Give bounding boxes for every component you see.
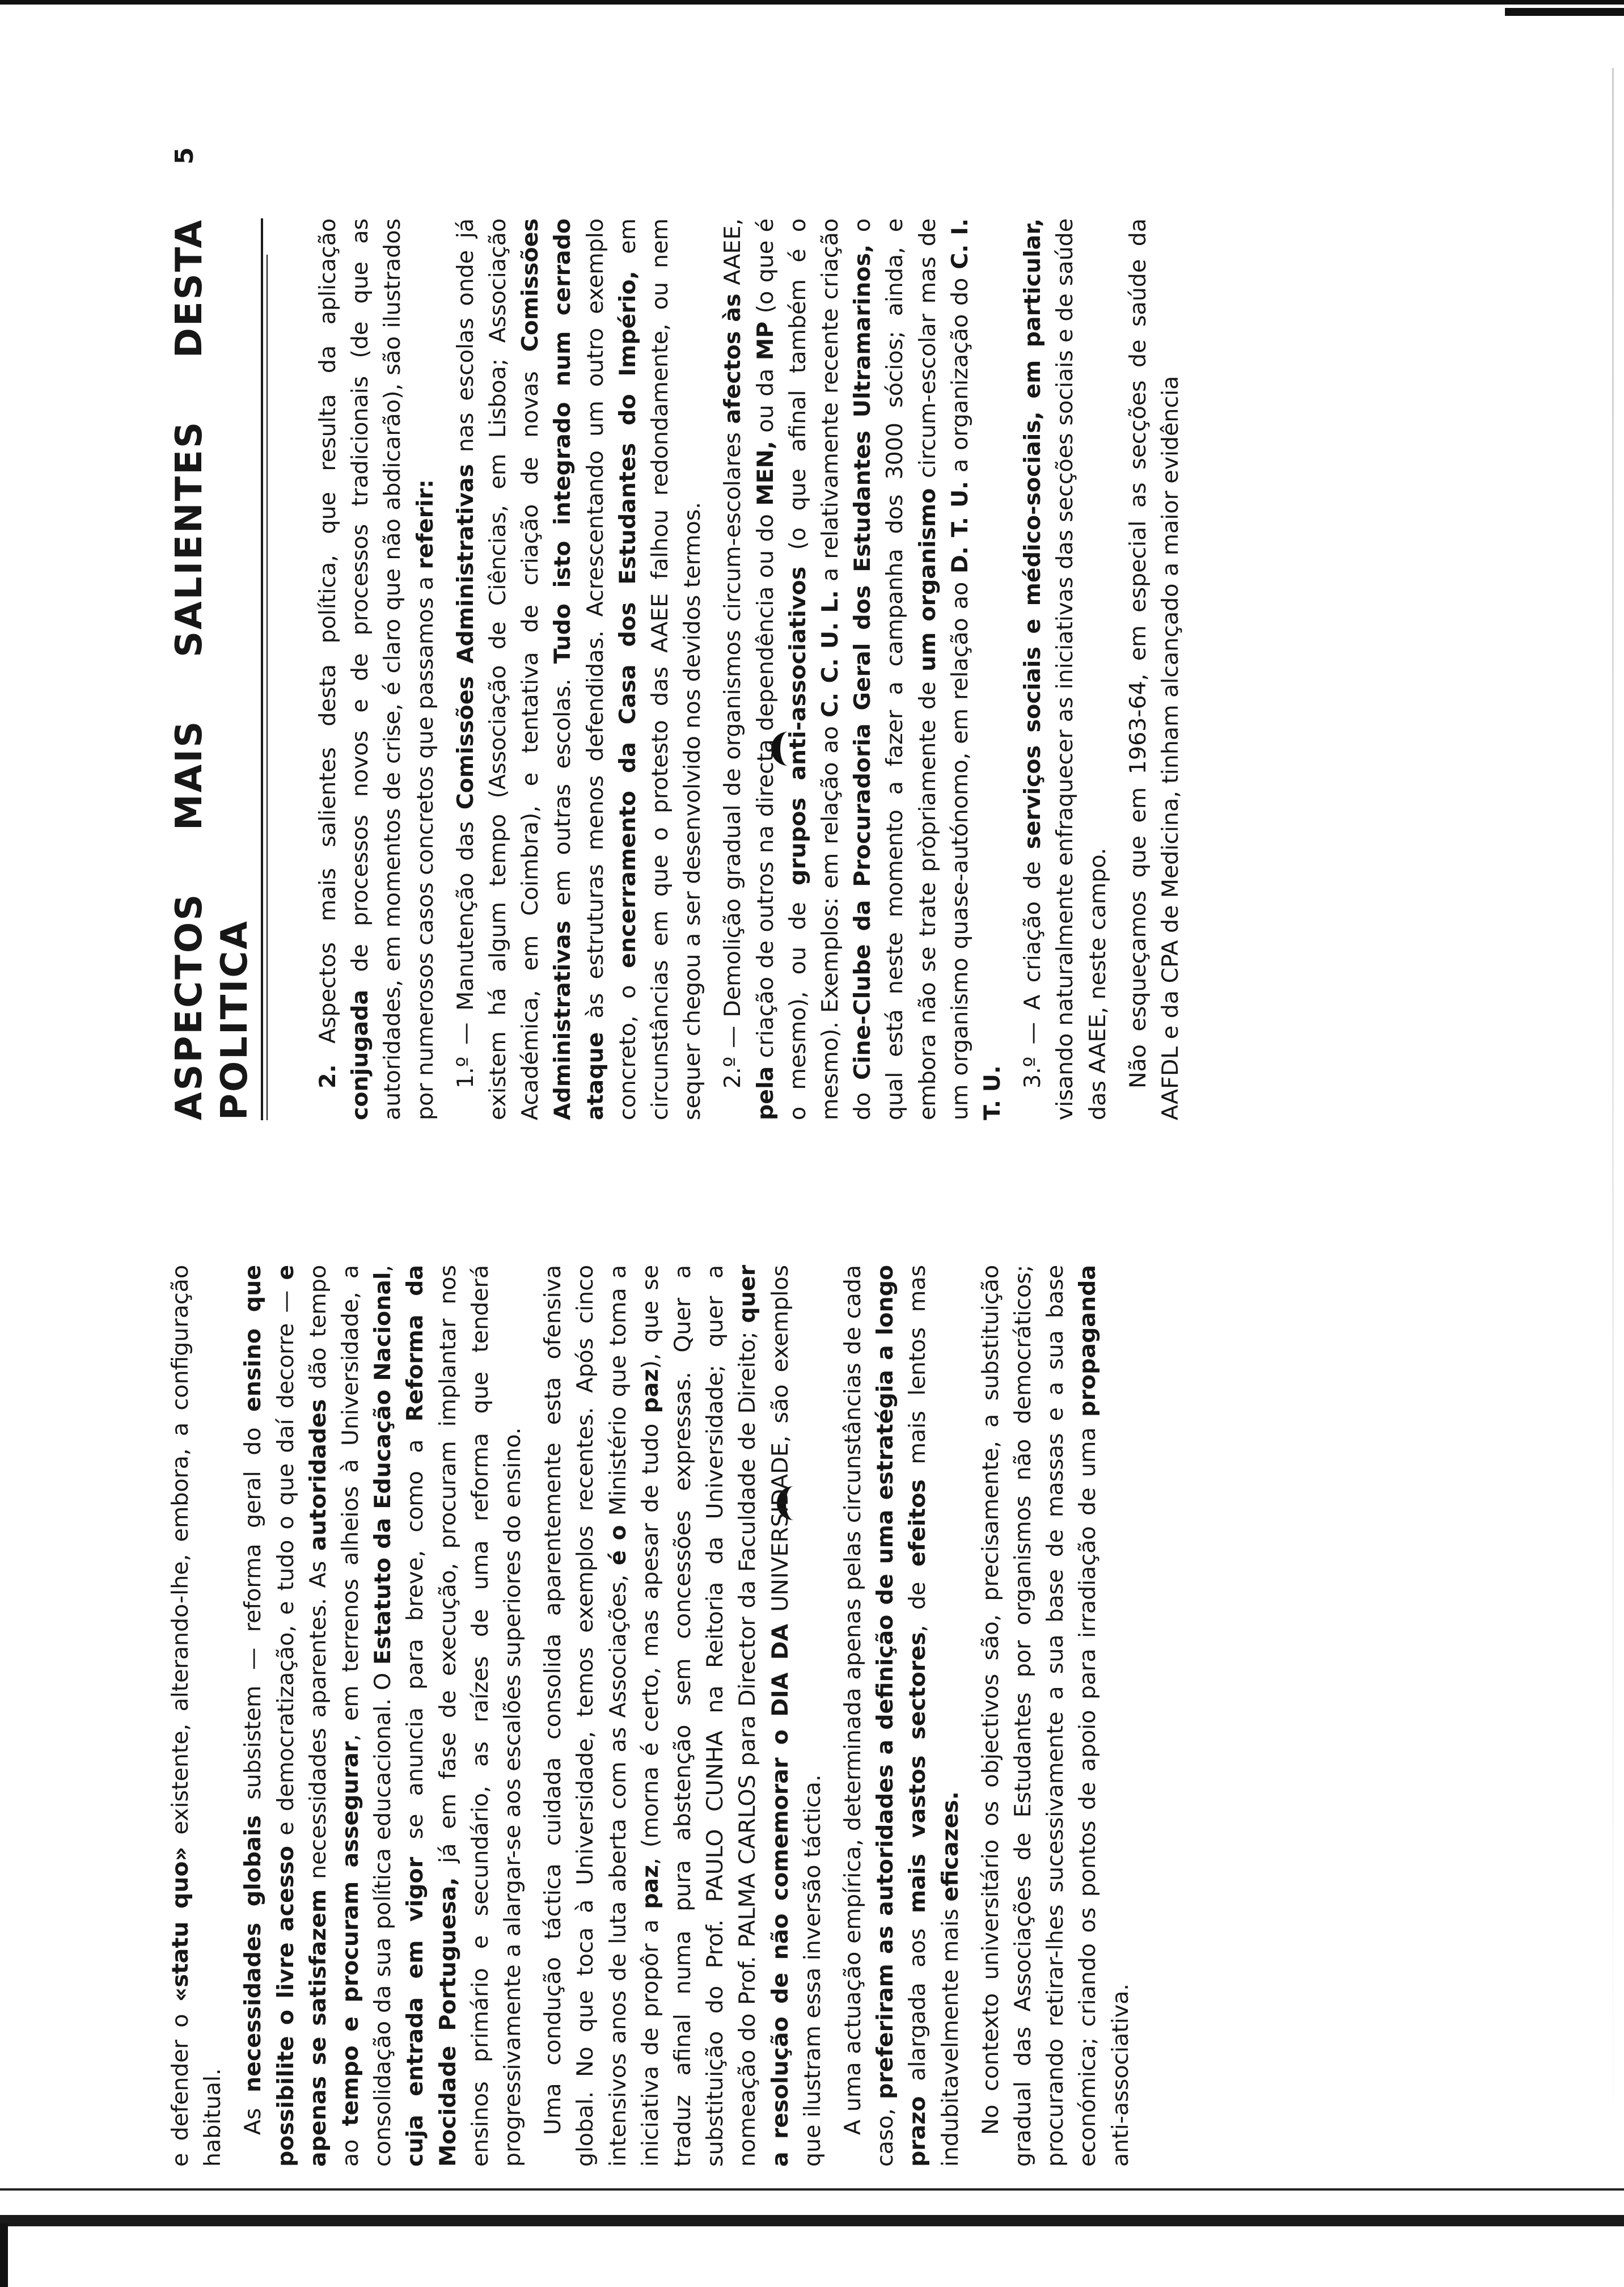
text-run: visando naturalmente enfraquecer as iniciativas das secções sociais e de saúde das AAEE, neste campo. — [1052, 218, 1111, 1120]
bold-text: preferiram as autoridades a definição de uma estratégia a longo prazo — [872, 1265, 931, 2167]
text-run: Não esqueçamos que em 1963-64, em especial as secções de saúde da AAFDL e da CPA de Medicina, tinham alcançado a maior evidência — [1124, 218, 1184, 1120]
text-run: 1.º — Manutenção das — [452, 809, 479, 1088]
bold-text: MP — [752, 321, 779, 361]
paragraph — [164, 1265, 229, 2167]
text-run: mais lentos mas indubitavelmente mais — [904, 1265, 963, 2167]
text-run: se anuncia para breve, como a — [402, 1421, 429, 1857]
text-run: e defender o — [167, 2002, 193, 2167]
bold-text: referir: — [412, 479, 438, 569]
bold-text: serviços sociais e médico-sociais, em particular, — [1020, 218, 1046, 849]
text-run: , em terrenos alheios à Universidade, a consolidação da sua política educacional. O — [337, 1265, 396, 2167]
scan-border-left-corner — [0, 2223, 8, 2287]
text-run: em circunstâncias em que o protesto das AAEE falhou redondamente, ou nem sequer chegou a ser desenvolvido nos devidos termos. — [614, 218, 706, 1120]
text-run: o qual está neste momento a fazer a campanha dos 3000 sócios; ainda, e embora não se trate pròpriamente de — [849, 218, 941, 1120]
bold-text: Tudo isto integrado num cerrado ataque — [549, 218, 608, 1120]
text-run: existente, alterando-lhe, embora, a configuração habitual. — [167, 1265, 226, 2167]
text-run: , (morna é certo, mas apesar de tudo — [637, 1413, 663, 1865]
document-page — [130, 102, 1463, 2201]
bold-text: propaganda — [1075, 1265, 1101, 1417]
text-run: , de — [904, 1566, 931, 1632]
paragraph — [312, 218, 442, 1120]
scan-edge-shadow — [1612, 68, 1614, 2167]
text-run: em outras escolas. — [549, 664, 576, 921]
bold-text: quer a resolução de não comemorar o DIA DA — [734, 1265, 793, 2167]
text-run: alargada aos — [904, 1913, 931, 2096]
paragraph — [237, 1265, 529, 2167]
text-run: necessidades aparentes. As — [304, 1550, 331, 1889]
paragraph — [1122, 218, 1187, 1120]
bold-text: conjugada — [347, 989, 374, 1120]
text-run: Uma condução táctica cuidada consolida aparentemente esta ofensiva global. No que toca à Universidade, temos exemplos recentes. Após cinco intensivos anos de luta aberta com as Associações, — [540, 1265, 631, 2167]
bold-text: Cine-Clube da Procuradoria Geral dos Estudantes Ultramarinos, — [849, 244, 876, 1081]
title-underline — [261, 218, 263, 1120]
left-column — [164, 1265, 1145, 2167]
text-run: No contexto universitário os objectivos são, precisamente, a substituição gradual das Associações de Estudantes por organismos não democráticos; procurando retirar-lhes sucessivamente a sua base de massas e a sua base económica; criando os pontos de apoio para irradiação de uma — [977, 1265, 1101, 2167]
bold-text: Reforma da Mocidade Portuguesa, — [402, 1265, 461, 2167]
bold-text: pela — [752, 1066, 779, 1120]
bold-text: eficazes. — [937, 1791, 963, 1902]
text-run: A uma actuação empírica, determinada apenas pelas circunstâncias de cada caso, — [840, 1265, 899, 2167]
bold-text: Comissões Administrativas — [517, 218, 576, 1120]
text-run: 3.º — A criação de — [1020, 849, 1046, 1088]
bold-text: necessidades globais — [240, 1815, 267, 2092]
scan-border-top-right — [1505, 8, 1624, 16]
text-run: nas escolas onde já existem há algum tempo (Associação de Ciências, em Lisboa; Associação Académica, em Coimbra), e tentativa de criação de novas — [452, 218, 544, 1120]
text-run: Ministério que toma a iniciativa de propôr a — [604, 1264, 663, 2167]
bold-text: grupos anti-associativos — [784, 566, 811, 885]
text-run: a relativamente recente criação do — [817, 218, 876, 1120]
paragraph — [975, 1265, 1137, 2167]
bold-text: autoridades — [304, 1399, 331, 1551]
bold-text: mais vastos sectores — [904, 1632, 931, 1913]
bold-text: tempo e procuram assegurar — [337, 1741, 364, 2126]
paragraph — [450, 218, 709, 1120]
bold-text: paz — [637, 1864, 663, 1909]
text-run: AAEE, — [720, 218, 746, 294]
right-column — [164, 218, 1195, 1120]
bold-text: afectos às — [720, 293, 746, 424]
text-run: e democratização, e tudo o que daí decorre — — [272, 1280, 299, 1846]
bold-text: 2. — [315, 1064, 341, 1088]
bold-text: e apenas se satisfazem — [272, 1265, 331, 2167]
paragraph — [1017, 218, 1114, 1120]
text-run: (o que afinal também é o mesmo). Exemplos: em relação ao — [784, 218, 844, 1120]
text-run: 2.º — Demolição gradual de organismos circum-escolares — [720, 424, 746, 1088]
text-run: ou da — [752, 360, 779, 441]
bold-text: um organismo — [914, 488, 941, 672]
bold-text: C. C. U. L. — [817, 590, 844, 718]
text-run: ), que se traduz afinal numa pura abstenção sem concessões expressas. Quer a substituição do Prof. PAULO CUNHA na Reitoria da Universidade; quer a nomeação do Prof. PALMA CARLOS para Director da Faculdade de Direito; — [637, 1265, 761, 2167]
text-run: (o que é o mesmo), ou de — [752, 218, 811, 1120]
bold-text: D. T. U. — [946, 480, 973, 573]
page-number: 5 — [170, 147, 199, 164]
text-run: , — [370, 1265, 396, 1272]
scan-border-top — [0, 0, 1624, 12]
text-run: criação de outros na directa dependência ou do — [752, 505, 779, 1066]
bold-text: efeitos — [904, 1479, 931, 1567]
text-run: UNIVERSIDADE, são exemplos que ilustram essa inversão táctica. — [767, 1264, 826, 2167]
title-underline-secondary — [267, 255, 268, 1120]
paragraph — [837, 1265, 967, 2167]
bold-text: Estatuto da Educação Nacional — [370, 1272, 396, 1665]
bold-text: paz — [637, 1369, 663, 1413]
text-run: circum-escolar mas de um organismo quase-autónomo, em relação ao — [914, 218, 973, 1120]
text-run: dão tempo ao — [304, 1265, 364, 2167]
text-run: subsistem — reforma geral do — [240, 1412, 267, 1816]
paragraph — [537, 1265, 829, 2167]
bold-text: é o — [604, 1525, 631, 1566]
text-run: de processos novos e de processos tradicionais (de que as autoridades, em momentos de crise, é claro que não abdicarão), são ilustrados por numerosos casos concretos que passamos a — [347, 218, 438, 1120]
text-run: a organização do — [946, 269, 973, 481]
bold-text: encerramento da Casa dos Estudantes do Império, — [614, 271, 641, 968]
bold-text: ensino que possibilite o livre acesso — [240, 1265, 299, 2167]
bold-text: MEN, — [752, 441, 779, 506]
bold-text: «statu quo» — [167, 1846, 193, 2002]
text-run: às estruturas menos defendidas. Acrescentando um outro exemplo concreto, o — [582, 218, 641, 1120]
text-run: As — [240, 2092, 267, 2135]
text-run: anti-associativa. — [1107, 1984, 1134, 2167]
bold-text: C. I. T. U. — [946, 218, 1006, 1120]
scan-border-bottom — [0, 2215, 1624, 2226]
bold-text: cuja entrada em vigor — [402, 1856, 429, 2167]
text-run: Aspectos mais salientes desta política, que resulta da aplicação — [315, 218, 341, 1065]
text-run: já em fase de execução, procuram implantar nos ensinos primário e secundário, as raízes de uma reforma que tenderá progressivamente a alargar-se aos escalões superiores do ensino. — [434, 1265, 526, 2167]
section-title: ASPECTOS MAIS SALIENTES DESTA POLITICA — [168, 218, 256, 1120]
bold-text: Comissões Administrativas — [452, 463, 479, 810]
paragraph — [717, 218, 1009, 1120]
